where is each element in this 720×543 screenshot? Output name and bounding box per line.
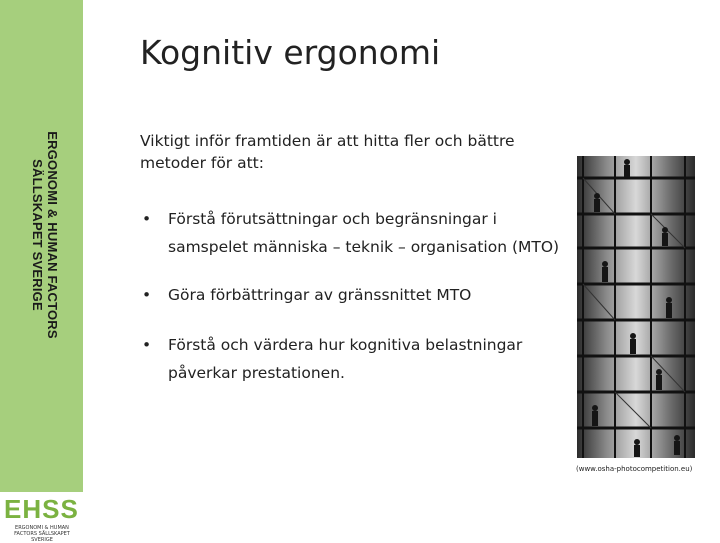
photo-credit: (www.osha-photocompetition.eu) — [576, 465, 693, 473]
logo-subtext: ERGONOMI & HUMAN FACTORS SÄLLSKAPET SVERIGE — [14, 525, 70, 543]
sidebar — [0, 0, 83, 540]
organization-name-line1: ERGONOMI & HUMAN FACTORS — [45, 131, 60, 339]
bullet-symbol: • — [142, 336, 152, 354]
bullet-list — [142, 205, 562, 387]
intro-text: Viktigt inför framtiden är att hitta fler och bättre metoder för att: — [140, 132, 515, 172]
organization-name-line2: SÄLLSKAPET SVERIGE — [30, 159, 45, 311]
logo-mark: EHSS — [4, 494, 79, 524]
bullet-symbol: • — [142, 286, 152, 304]
organization-name — [20, 110, 60, 360]
slide-title: Kognitiv ergonomi — [140, 33, 441, 72]
bullet-symbol: • — [142, 210, 152, 228]
bullet-text: Göra förbättringar av gränssnittet MTO — [168, 286, 472, 304]
bullet-item — [142, 281, 562, 309]
bullet-text: Förstå förutsättningar och begränsningar i samspelet människa – teknik – organisation (MTO) — [168, 210, 560, 256]
bullet-item — [142, 205, 562, 261]
ehss-logo — [0, 492, 83, 543]
bullet-item — [142, 331, 562, 387]
bullet-text: Förstå och värdera hur kognitiva belastningar påverkar prestationen. — [168, 336, 523, 382]
scaffolding-photo — [577, 156, 695, 458]
